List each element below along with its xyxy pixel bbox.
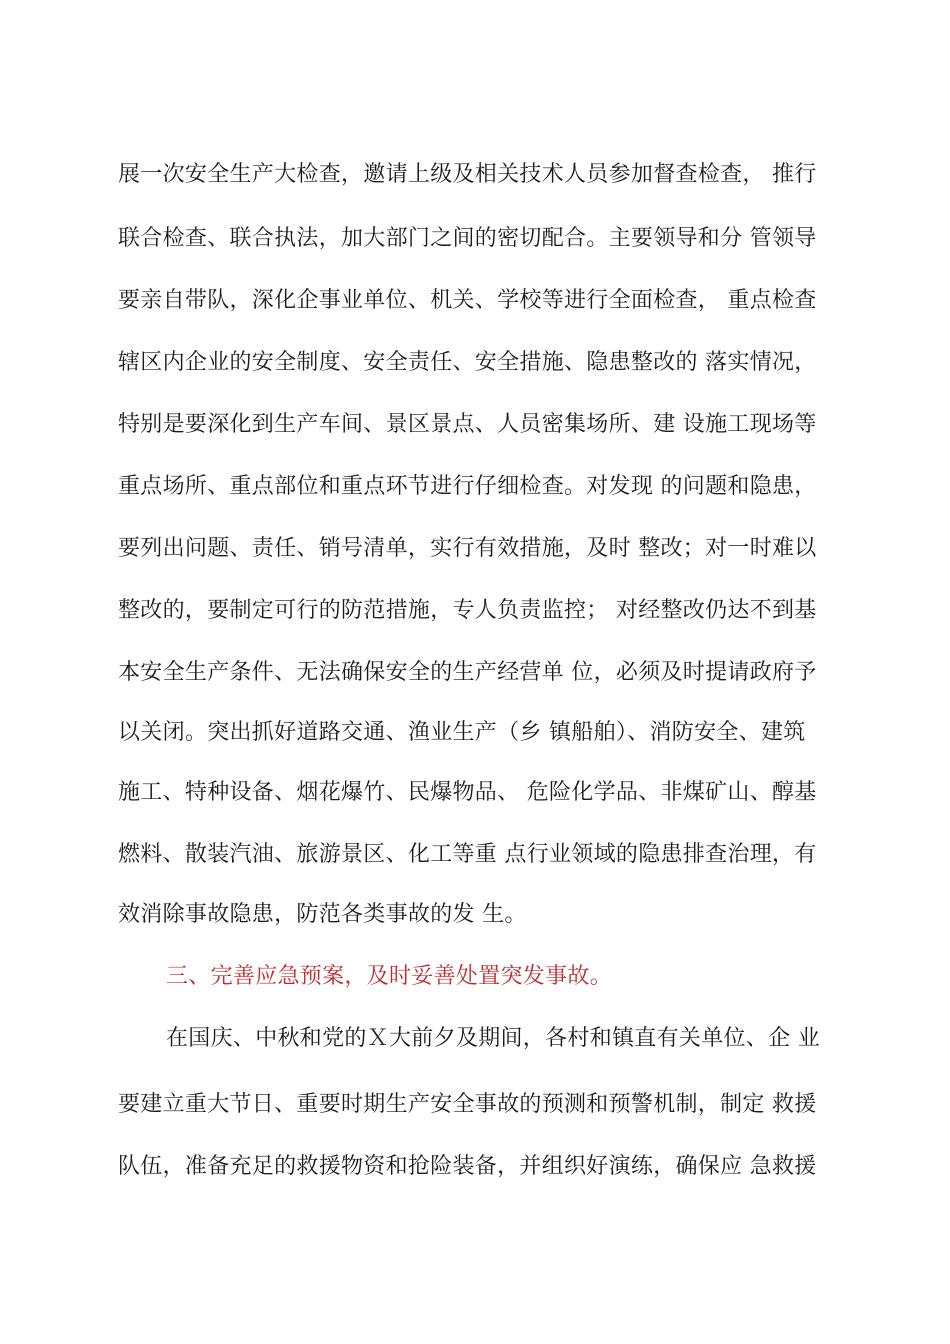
paragraph-line: 要建立重大节日、重要时期生产安全事故的预测和预警机制，制定 救援 — [118, 1092, 817, 1117]
paragraph-line: 展一次安全生产大检查，邀请上级及相关技术人员参加督查检查， 推行 — [118, 162, 817, 187]
paragraph-line: 特别是要深化到生产车间、景区景点、人员密集场所、建 设施工现场等 — [118, 412, 817, 437]
paragraph-line: 联合检查、联合执法，加大部门之间的密切配合。主要领导和分 管领导 — [118, 226, 817, 251]
paragraph-line: 要亲自带队，深化企事业单位、机关、学校等进行全面检查， 重点检查 — [118, 288, 817, 313]
paragraph-line: 重点场所、重点部位和重点环节进行仔细检查。对发现 的问题和隐患， — [118, 474, 817, 499]
paragraph-line: 在国庆、中秋和党的Ｘ大前夕及期间，各村和镇直有关单位、企 业 — [166, 1026, 820, 1051]
paragraph-line: 以关闭。突出抓好道路交通、渔业生产（乡 镇船舶）、消防安全、建筑 — [118, 720, 806, 745]
paragraph-line: 队伍，准备充足的救援物资和抢险装备，并组织好演练，确保应 急救援 — [118, 1154, 817, 1179]
paragraph-line: 施工、特种设备、烟花爆竹、民爆物品、 危险化学品、非煤矿山、醇基 — [118, 780, 817, 805]
paragraph-line: 辖区内企业的安全制度、安全责任、安全措施、隐患整改的 落实情况， — [118, 350, 817, 375]
paragraph-line: 本安全生产条件、无法确保安全的生产经营单 位，必须及时提请政府予 — [118, 660, 817, 685]
paragraph-line: 要列出问题、责任、销号清单，实行有效措施，及时 整改；对一时难以 — [118, 536, 817, 561]
paragraph-line: 整改的，要制定可行的防范措施，专人负责监控； 对经整改仍达不到基 — [118, 598, 817, 623]
paragraph-line: 效消除事故隐患，防范各类事故的发 生。 — [118, 902, 527, 927]
paragraph-line: 燃料、散装汽油、旅游景区、化工等重 点行业领域的隐患排查治理，有 — [118, 842, 817, 867]
section-heading: 三、完善应急预案，及时妥善处置突发事故。 — [166, 964, 613, 989]
